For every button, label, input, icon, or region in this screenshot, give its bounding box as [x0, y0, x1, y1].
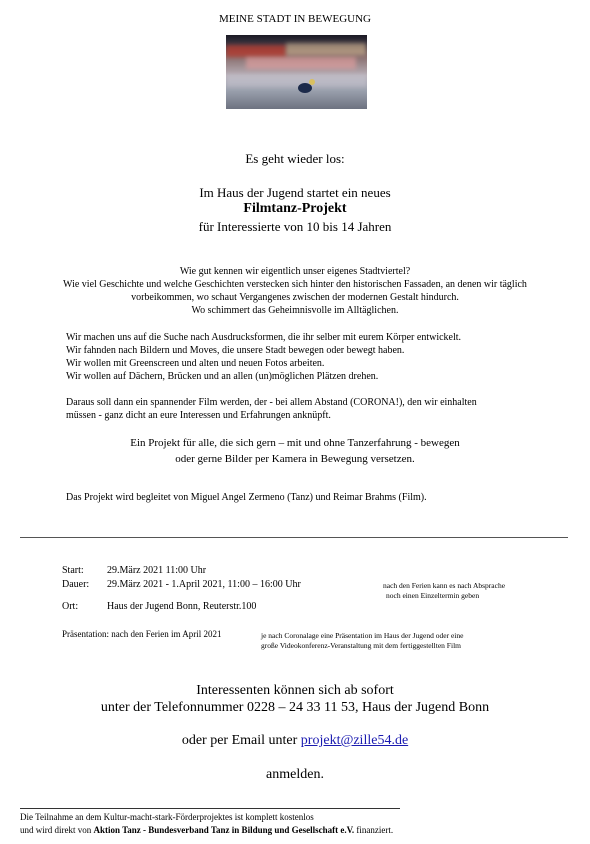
contact-line-2: unter der Telefonnummer 0228 – 24 33 11 53, Haus der Jugend Bonn: [100, 700, 490, 715]
intro-line-2: Im Haus der Jugend startet ein neues: [199, 185, 391, 200]
question-1: Wie gut kennen wir eigentlich unser eigenes Stadtviertel?: [179, 266, 411, 277]
plan-3: Wir wollen mit Greenscreen und alten und neuen Fotos arbeiten.: [66, 358, 325, 369]
footer-separator: [20, 808, 400, 809]
email-link[interactable]: projekt@zille54.de: [300, 733, 409, 748]
for-all-2: oder gerne Bilder per Kamera in Bewegung versetzen.: [175, 453, 415, 465]
film-text-2: müssen - ganz dicht an eure Interessen und Erfahrungen anknüpft.: [66, 410, 331, 421]
question-2: Wie viel Geschichte und welche Geschichten verstecken sich hinter den historischen Fassaden, an denen wir täglich: [63, 279, 527, 290]
place-label: Ort:: [62, 601, 79, 612]
place-value: Haus der Jugend Bonn, Reuterstr.100: [107, 601, 257, 612]
intro-line-1: Es geht wieder los:: [245, 151, 345, 166]
contact-line-3: [0, 732, 590, 750]
contact-line-1: Interessenten können sich ab sofort: [196, 683, 394, 698]
footer-line-1: Die Teilnahme an dem Kultur-macht-stark-Förderprojektes ist komplett kostenlos: [20, 812, 314, 822]
footer-sponsor: Aktion Tanz - Bundesverband Tanz in Bildung und Gesellschaft e.V.: [93, 825, 355, 835]
plan-1: Wir machen uns auf die Suche nach Ausdrucksformen, die ihr selber mit eurem Körper entwickelt.: [66, 332, 462, 343]
leaders-text: Das Projekt wird begleitet von Miguel Angel Zermeno (Tanz) und Reimar Brahms (Film).: [66, 492, 427, 503]
footer-line-2: [20, 825, 393, 836]
duration-value: 29.März 2021 - 1.April 2021, 11:00 – 16:00 Uhr: [107, 579, 301, 590]
start-value: 29.März 2021 11:00 Uhr: [107, 565, 207, 576]
duration-label: Dauer:: [62, 579, 90, 590]
intro-line-4: für Interessierte von 10 bis 14 Jahren: [198, 219, 392, 234]
presentation-note-2: große Videokonferenz-Veranstaltung mit dem fertiggestellten Film: [261, 641, 461, 650]
footer-prefix: und wird direkt von: [20, 825, 94, 835]
for-all-1: Ein Projekt für alle, die sich gern – mit und ohne Tanzerfahrung - bewegen: [130, 437, 460, 449]
project-title: Filmtanz-Projekt: [243, 201, 347, 216]
presentation-note-1: je nach Coronalage eine Präsentation im Haus der Jugend oder eine: [261, 631, 464, 640]
footer-suffix: finanziert.: [354, 825, 394, 835]
header-photo: [226, 35, 367, 109]
start-label: Start:: [62, 565, 84, 576]
film-text-1: Daraus soll dann ein spannender Film werden, der - bei allem Abstand (CORONA!), den wir einhalten: [66, 397, 477, 408]
question-3: vorbeikommen, wo schaut Vergangenes zwischen der modernen Gestalt hindurch.: [131, 292, 459, 303]
contact-line-4: anmelden.: [266, 767, 324, 782]
plan-2: Wir fahnden nach Bildern und Moves, die unsere Stadt bewegen oder bewegt haben.: [66, 345, 405, 356]
duration-note-2: noch einen Einzeltermin geben: [386, 591, 480, 600]
plan-4: Wir wollen auf Dächern, Brücken und an allen (un)möglichen Plätzen drehen.: [66, 371, 379, 382]
separator: [20, 537, 568, 538]
email-prefix: oder per Email unter: [181, 733, 301, 748]
page-title: MEINE STADT IN BEWEGUNG: [219, 13, 371, 25]
question-4: Wo schimmert das Geheimnisvolle im Alltäglichen.: [191, 305, 399, 316]
duration-note-1: nach den Ferien kann es nach Absprache: [383, 581, 506, 590]
presentation-main: Präsentation: nach den Ferien im April 2021: [62, 629, 222, 639]
